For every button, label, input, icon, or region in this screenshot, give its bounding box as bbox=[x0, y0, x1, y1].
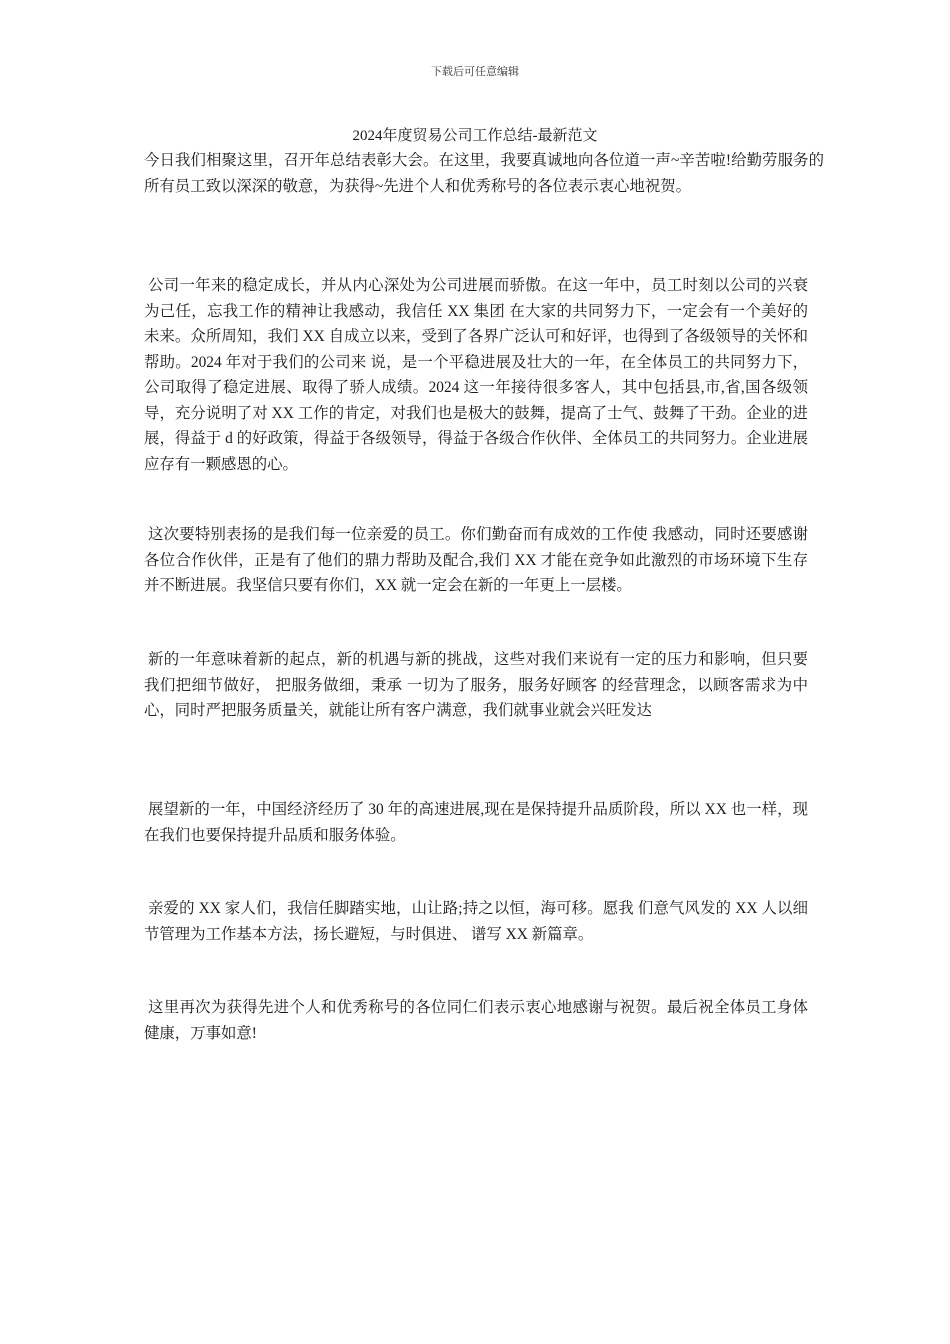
document-title: 2024年度贸易公司工作总结-最新范文 bbox=[352, 128, 598, 144]
paragraph-employee-praise: 这次要特别表扬的是我们每一位亲爱的员工。你们勤奋而有成效的工作使 我感动，同时还要感谢各位合作伙伴，正是有了他们的鼎力帮助及配合,我们 XX 才能在竞争如此激烈的市场环境下生存并不断进展。我坚信只要有你们，XX 就一定会在新的一年更上一层楼。 bbox=[144, 526, 808, 594]
paragraph-family: 亲爱的 XX 家人们，我信任脚踏实地，山让路;持之以恒，海可移。愿我 们意气风发的 XX 人以细节管理为工作基本方法，扬长避短，与时俱进、 谱写 XX 新篇章。 bbox=[144, 900, 808, 943]
paragraph-company-growth: 公司一年来的稳定成长，并从内心深处为公司进展而骄傲。在这一年中，员工时刻以公司的兴衰为己任，忘我工作的精神让我感动，我信任 XX 集团 在大家的共同努力下，一定会有一个美好的未来。众所周知，我们 XX 自成立以来，受到了各界广泛认可和好评，也得到了各级领导的关怀和帮助。2024 年对于我们的公司来 说，是一个平稳进展及壮大的一年，在全体员工的共同努力下，公司取得了稳定进展、取得了骄人成绩。2024 这一年接待很多客人，其中包括县,市,省,国各级领导，充分说明了对 XX 工作的肯定，对我们也是极大的鼓舞，提高了士气、鼓舞了干劲。企业的进展，得益于 d 的好政策，得益于各级领导，得益于各级合作伙伴、全体员工的共同努力。企业进展应存有一颗感恩的心。 bbox=[144, 277, 808, 473]
paragraph-closing: 这里再次为获得先进个人和优秀称号的各位同仁们表示衷心地感谢与祝贺。最后祝全体员工身体健康，万事如意! bbox=[144, 999, 808, 1042]
paragraph-outlook: 展望新的一年，中国经济经历了 30 年的高速进展,现在是保持提升品质阶段，所以 XX 也一样，现在我们也要保持提升品质和服务体验。 bbox=[144, 801, 808, 844]
paragraph-opening: 今日我们相聚这里，召开年总结表彰大会。在这里，我要真诚地向各位道一声~辛苦啦!给勤劳服务的所有员工致以深深的敬意，为获得~先进个人和优秀称号的各位表示衷心地祝贺。 bbox=[144, 152, 824, 195]
paragraph-new-year: 新的一年意味着新的起点，新的机遇与新的挑战，这些对我们来说有一定的压力和影响，但只要我们把细节做好， 把服务做细，秉承 一切为了服务，服务好顾客 的经营理念，以顾客需求为中心，同时严把服务质量关，就能让所有客户满意，我们就事业就会兴旺发达 bbox=[144, 651, 808, 719]
header-note: 下载后可任意编辑 bbox=[431, 66, 519, 78]
